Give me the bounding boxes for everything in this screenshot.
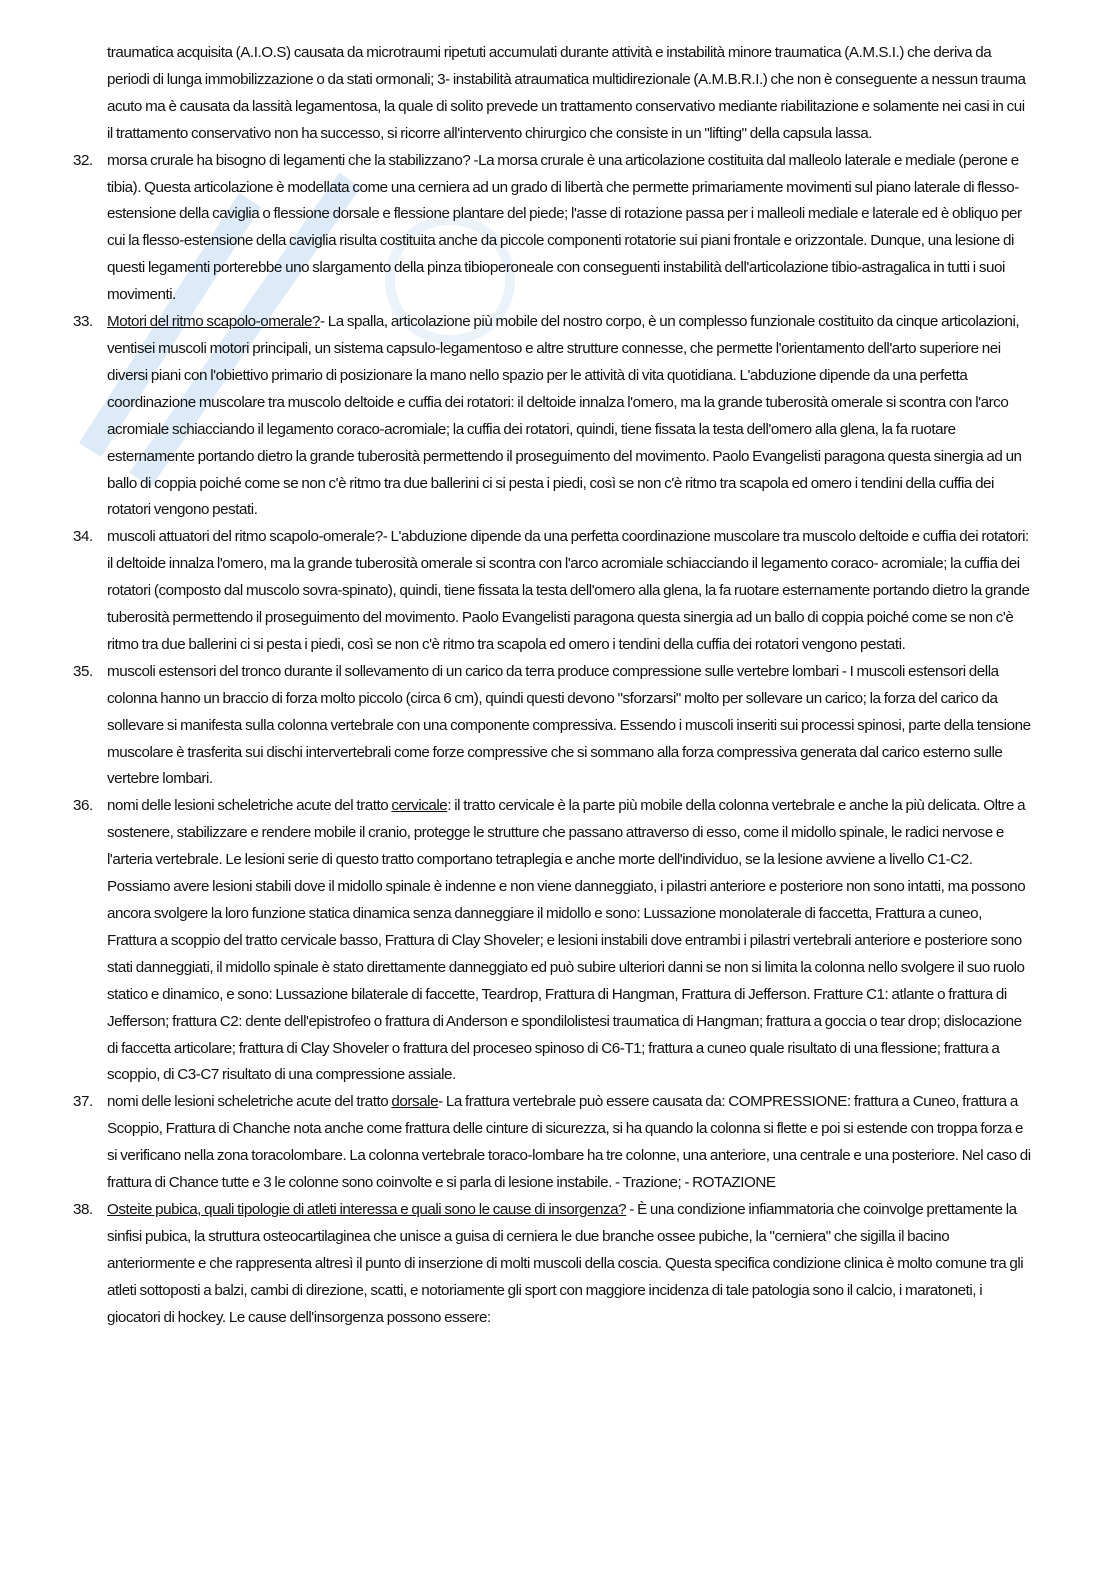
item-number: 37.	[73, 1093, 93, 1111]
continuation-paragraph: traumatica acquisita (A.I.O.S) causata da microtraumi ripetuti accumulati durante attività e instabilità minore traumatica (A.M.S.I.) che deriva da periodi di lunga immobilizzazione o da stati ormonali; 3- instabilità atraumatica multidirezionale (A.M.B.R.I.) che non è conseguente a nessun trauma acuto ma è causata da lassità legamentosa, la quale di solito prevede un trattamento conservativo mediante riabilitazione e solamente nei casi in cui il trattamento conservativo non ha successo, si ricorre all'intervento chirurgico che consiste in un "lifting" della capsula lassa.	[107, 44, 1026, 142]
item-underlined: dorsale	[391, 1093, 439, 1111]
item-number: 35.	[73, 662, 93, 680]
item-text: muscoli attuatori del ritmo scapolo-omerale?- L'abduzione dipende da una perfetta coordinazione muscolare tra muscolo deltoide e cuffia dei rotatori: il deltoide innalza l'omero, ma la grande tuberosità omerale si scontra con l'arco acromiale schiacciando il legamento coraco- acromiale; la cuffia dei rotatori (composto dal muscolo sovra-spinato), quindi, tiene fissata la testa dell'omero alla glena, la fa ruotare esternamente portando dietro la grande tuberosità permettendo il proseguimento del movimento. Paolo Evangelisti paragona questa sinergia ad un ballo di coppia poiché come se non c'è ritmo tra due ballerini ci si pesta i piedi, così se non c'è ritmo tra scapola ed omero i tendini della cuffia dei rotatori vengono pestati.	[107, 528, 1030, 653]
item-number: 32.	[73, 151, 93, 169]
item-question: Motori del ritmo scapolo-omerale?	[107, 313, 320, 331]
document-body	[73, 40, 1033, 1332]
item-text: : il tratto cervicale è la parte più mobile della colonna vertebrale e anche la più delicata. Oltre a sostenere, stabilizzare e rendere mobile il cranio, protegge le strutture che passano attraverso di esso, come il midollo spinale, le radici nervose e l'arteria vertebrale. Le lesioni serie di questo tratto comportano tetraplegia e anche morte dell'individuo, se la lesione avviene a livello C1-C2. Possiamo avere lesioni stabili dove il midollo spinale è indenne e non viene danneggiato, i pilastri anteriore e posteriore non sono intatti, ma possono ancora svolgere la loro funzione statica dinamica senza danneggiare il midollo e sono: Lussazione monolaterale di faccetta, Frattura a cuneo, Frattura a scoppio del tratto cervicale basso, Frattura di Clay Shoveler; e lesioni instabili dove entrambi i pilastri vertebrali anteriore e posteriore sono stati danneggiati, il midollo spinale è stato direttamente danneggiato ed può subire ulteriori danni se non si limita la colonna nello svolgere il suo ruolo statico e dinamico, e sono: Lussazione bilaterale di faccette, Teardrop, Frattura di Hangman, Frattura di Jefferson. Fratture C1: atlante o frattura di Jefferson; frattura C2: dente dell'epistrofeo o frattura di Anderson e spondilolistesi traumatica di Hangman; frattura a goccia o tear drop; dislocazione di faccetta articolare; frattura di Clay Shoveler o frattura del proceseo spinoso di C6-T1; frattura a cuneo quale risultato di una flessione; frattura a scoppio, di C3-C7 risultato di una compressione assiale.	[107, 797, 1026, 1084]
item-prefix: nomi delle lesioni scheletriche acute del tratto	[107, 1093, 392, 1111]
item-number: 36.	[73, 797, 93, 815]
item-number: 38.	[73, 1200, 93, 1218]
item-number: 34.	[73, 528, 93, 546]
item-number: 33.	[73, 313, 93, 331]
item-underlined: cervicale	[391, 797, 448, 815]
item-text: - È una condizione infiammatoria che coinvolge prettamente la sinfisi pubica, la struttura osteocartilaginea che unisce a guisa di cerniera le due branche ossee pubiche, la "cerniera" che sigilla il bacino anteriormente e che rappresenta altresì il punto di inserzione di molti muscoli della coscia. Questa specifica condizione clinica è molto comune tra gli atleti sottoposti a balzi, cambi di direzione, scatti, e notoriamente gli sport con maggiore incidenza di tale patologia sono il calcio, i maratoneti, i giocatori di hockey. Le cause dell'insorgenza possono essere:	[107, 1200, 1024, 1326]
list-item-36	[73, 793, 1033, 1089]
item-text: morsa crurale ha bisogno di legamenti che la stabilizzano? -La morsa crurale è una articolazione costituita dal malleolo laterale e mediale (perone e tibia). Questa articolazione è modellata come una cerniera ad un grado di libertà che permette primariamente movimenti sul piano laterale di flesso-estensione della caviglia o flessione dorsale e flessione plantare del piede; l'asse di rotazione passa per i malleoli mediale e laterale ed è obliquo per cui la flesso-estensione della caviglia risulta costituita anche da piccole componenti rotatorie sui piani frontale e orizzontale. Dunque, una lesione di questi legamenti porterebbe uno slargamento della pinza tibioperoneale con conseguenti instabilità dell'articolazione tibio-astragalica in tutti i suoi movimenti.	[107, 151, 1022, 304]
item-text: - La spalla, articolazione più mobile del nostro corpo, è un complesso funzionale costituito da cinque articolazioni, ventisei muscoli motori principali, un sistema capsulo-legamentoso e altre strutture connesse, che permette l'orientamento dell'arto superiore nei diversi piani con l'obiettivo primario di posizionare la mano nello spazio per le attività di vita quotidiana. L'abduzione dipende da una perfetta coordinazione muscolare tra muscolo deltoide e cuffia dei rotatori: il deltoide innalza l'omero, ma la grande tuberosità omerale si scontra con l'arco acromiale schiacciando il legamento coraco-acromiale; la cuffia dei rotatori, quindi, tiene fissata la testa dell'omero alla glena, la fa ruotare esternamente portando dietro la grande tuberosità permettendo il proseguimento del movimento. Paolo Evangelisti paragona questa sinergia ad un ballo di coppia poiché come se non c'è ritmo tra due ballerini ci si pesta i piedi, così se non c'è ritmo tra scapola ed omero i tendini della cuffia dei rotatori vengono pestati.	[107, 313, 1022, 519]
list-item-32	[73, 148, 1033, 309]
item-question: Osteite pubica, quali tipologie di atleti interessa e quali sono le cause di insorgenza?	[107, 1200, 627, 1218]
list-item-34	[73, 524, 1033, 659]
item-prefix: nomi delle lesioni scheletriche acute del tratto	[107, 797, 392, 815]
item-text: - La frattura vertebrale può essere causata da: COMPRESSIONE: frattura a Cuneo, frattura a Scoppio, Frattura di Chanche nota anche come frattura delle cinture di sicurezza, si ha quando la colonna si flette e poi si estende con troppa forza e si verificano nella zona toracolombare. La colonna vertebrale toraco-lombare ha tre colonne, una anteriore, una centrale e una posteriore. Nel caso di frattura di Chance tutte e 3 le colonne sono coinvolte e si parla di lesione instabile. - Trazione; - ROTAZIONE	[107, 1093, 1031, 1192]
list-item-35	[73, 659, 1033, 794]
list-item-33	[73, 309, 1033, 524]
list-item-38	[73, 1197, 1033, 1332]
list-item-37	[73, 1089, 1033, 1197]
item-text: muscoli estensori del tronco durante il sollevamento di un carico da terra produce compressione sulle vertebre lombari - I muscoli estensori della colonna hanno un braccio di forza molto piccolo (circa 6 cm), quindi questi devono "sforzarsi" molto per sollevare un carico; la forza del carico da sollevare si manifesta sulla colonna vertebrale con una componente compressiva. Essendo i muscoli inseriti sui processi spinosi, parte della tensione muscolare è trasferita sui dischi intervertebrali come forze compressive che si sommano alla forza compressiva generata dal carico esterno sulle vertebre lombari.	[107, 662, 1031, 788]
